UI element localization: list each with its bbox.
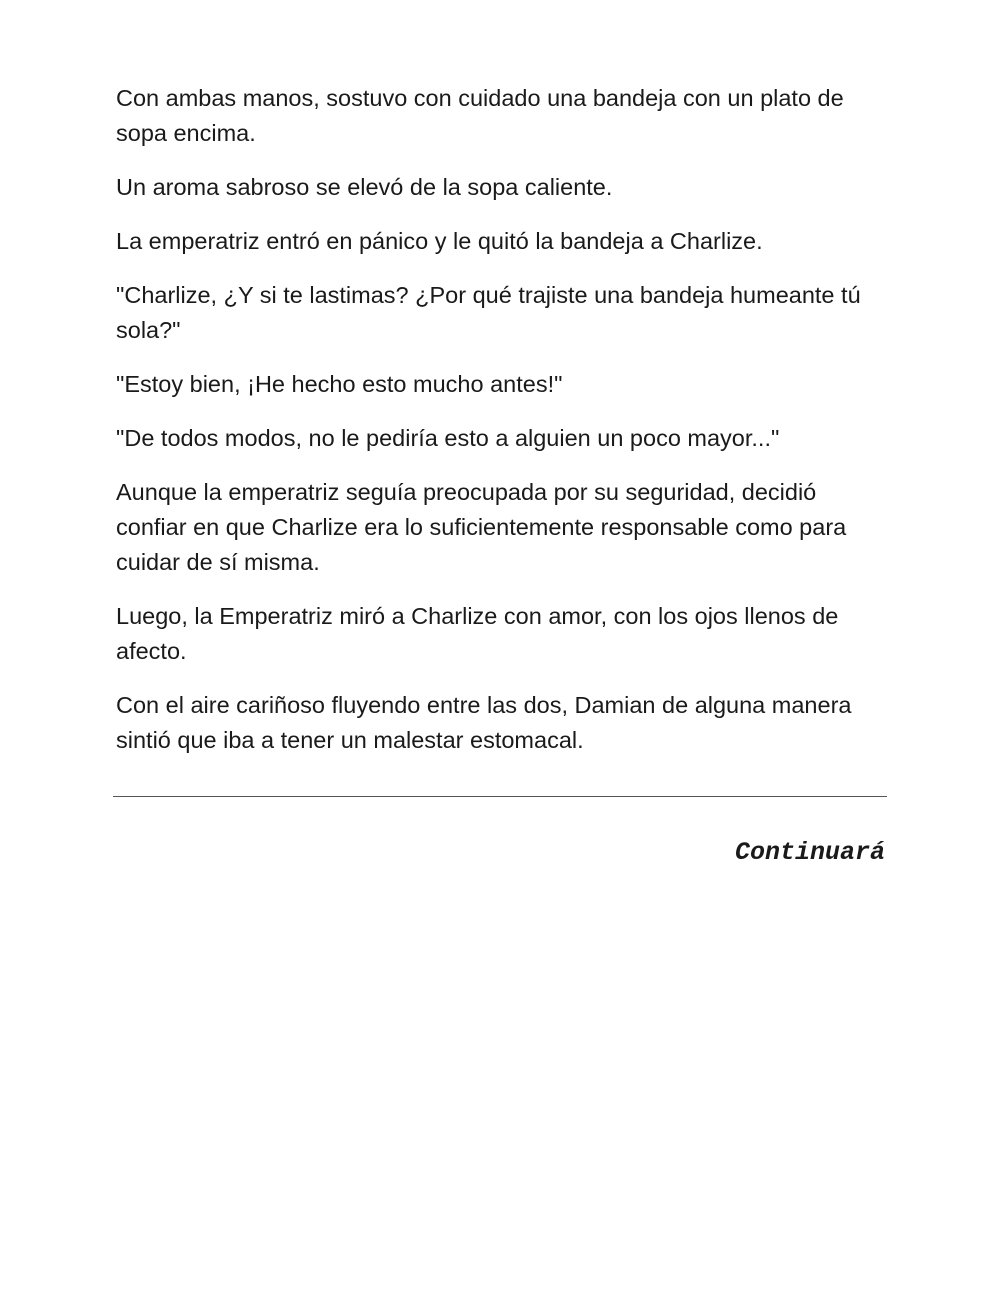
paragraph: La emperatriz entró en pánico y le quitó la bandeja a Charlize. — [116, 228, 763, 254]
section-divider — [113, 796, 887, 797]
paragraph: "De todos modos, no le pediría esto a alguien un poco mayor..." — [116, 425, 780, 451]
story-text — [116, 81, 886, 777]
paragraph: Luego, la Emperatriz miró a Charlize con amor, con los ojos llenos de afecto. — [116, 603, 839, 664]
continue-label: Continuará — [734, 838, 885, 867]
paragraph: "Charlize, ¿Y si te lastimas? ¿Por qué trajiste una bandeja humeante tú sola?" — [116, 282, 861, 343]
paragraph: Con ambas manos, sostuvo con cuidado una bandeja con un plato de sopa encima. — [116, 85, 844, 146]
paragraph: Con el aire cariñoso fluyendo entre las dos, Damian de alguna manera sintió que iba a tener un malestar estomacal. — [116, 692, 852, 753]
paragraph: Un aroma sabroso se elevó de la sopa caliente. — [116, 174, 613, 200]
paragraph: Aunque la emperatriz seguía preocupada por su seguridad, decidió confiar en que Charlize era lo suficientemente responsable como para cuidar de sí misma. — [116, 479, 847, 575]
paragraph: "Estoy bien, ¡He hecho esto mucho antes!" — [116, 371, 563, 397]
